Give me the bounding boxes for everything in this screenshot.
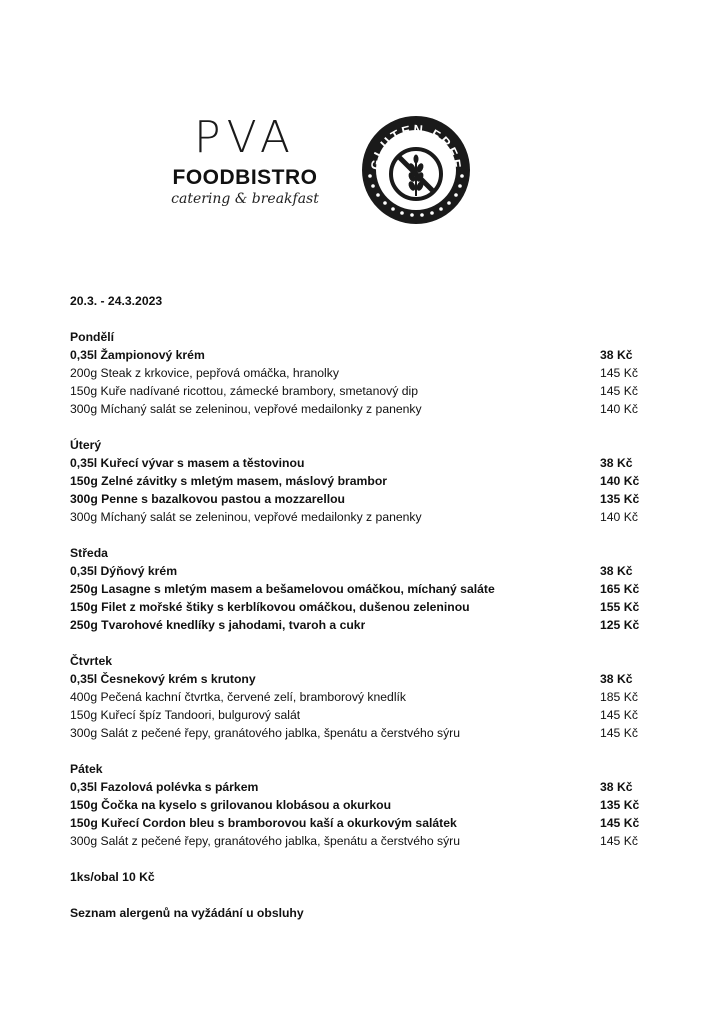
menu-item-price: 165 Kč xyxy=(600,582,640,596)
menu-item-name: 250g Lasagne s mletým masem a bešamelovou omáčkou, míchaný saláte xyxy=(70,582,495,596)
menu-item-price: 145 Kč xyxy=(600,366,638,380)
menu-item xyxy=(70,382,640,400)
menu-item-price: 155 Kč xyxy=(600,600,640,614)
day-title: Středa xyxy=(70,546,108,560)
menu-item xyxy=(70,832,640,850)
menu-item xyxy=(70,364,640,382)
menu-item xyxy=(70,346,640,364)
menu-item-price: 140 Kč xyxy=(600,474,640,488)
menu-item-name: 150g Kuře nadívané ricottou, zámecké brambory, smetanový dip xyxy=(70,384,418,398)
menu-item-name: 150g Čočka na kyselo s grilovanou klobásou a okurkou xyxy=(70,798,392,812)
day-title: Čtvrtek xyxy=(70,654,112,668)
menu-item xyxy=(70,580,640,598)
menu-content xyxy=(70,292,640,922)
menu-item-name: 0,35l Česnekový krém s krutony xyxy=(70,672,256,686)
badge-text: GLUTEN FREE xyxy=(367,121,465,171)
menu-item-price: 135 Kč xyxy=(600,798,640,812)
menu-item-price: 38 Kč xyxy=(600,780,633,794)
menu-item xyxy=(70,508,640,526)
menu-item-price: 140 Kč xyxy=(600,510,638,524)
menu-item xyxy=(70,616,640,634)
menu-item-name: 0,35l Fazolová polévka s párkem xyxy=(70,780,259,794)
menu-item-name: 150g Kuřecí špíz Tandoori, bulgurový salát xyxy=(70,708,301,722)
menu-item-name: 300g Salát z pečené řepy, granátového jablka, špenátu a čerstvého sýru xyxy=(70,834,461,848)
menu-item-price: 38 Kč xyxy=(600,456,633,470)
packaging-note: 1ks/obal 10 Kč xyxy=(70,870,155,884)
menu-item xyxy=(70,688,640,706)
logo-brand: PVA xyxy=(194,112,296,163)
allergen-note: Seznam alergenů na vyžádání u obsluhy xyxy=(70,906,304,920)
menu-item-name: 400g Pečená kachní čtvrtka, červené zelí, bramborový knedlík xyxy=(70,690,407,704)
day-title: Pátek xyxy=(70,762,103,776)
menu-item-price: 145 Kč xyxy=(600,384,638,398)
menu-item-price: 185 Kč xyxy=(600,690,638,704)
menu-item-price: 145 Kč xyxy=(600,726,638,740)
menu-item xyxy=(70,400,640,418)
day-section xyxy=(70,328,640,418)
menu-days xyxy=(70,328,640,850)
menu-item xyxy=(70,472,640,490)
menu-item xyxy=(70,706,640,724)
menu-item xyxy=(70,814,640,832)
pva-foodbistro-logo xyxy=(160,112,330,216)
day-title: Pondělí xyxy=(70,330,115,344)
day-section xyxy=(70,760,640,850)
logo-tagline: catering & breakfast xyxy=(171,191,319,207)
menu-item-name: 250g Tvarohové knedlíky s jahodami, tvaroh a cukr xyxy=(70,618,366,632)
menu-item xyxy=(70,670,640,688)
menu-item-name: 0,35l Kuřecí vývar s masem a těstovinou xyxy=(70,456,305,470)
logo-name: FOODBISTRO xyxy=(172,166,318,189)
menu-item-name: 0,35l Žampionový krém xyxy=(70,348,205,362)
day-section xyxy=(70,652,640,742)
menu-item xyxy=(70,598,640,616)
gluten-free-badge-icon xyxy=(360,114,472,226)
menu-item xyxy=(70,490,640,508)
day-title: Úterý xyxy=(70,438,102,452)
menu-item-price: 140 Kč xyxy=(600,402,638,416)
menu-item-price: 135 Kč xyxy=(600,492,640,506)
day-section xyxy=(70,544,640,634)
menu-item-name: 150g Filet z mořské štiky s kerblíkovou omáčkou, dušenou zeleninou xyxy=(70,600,470,614)
menu-item-name: 300g Penne s bazalkovou pastou a mozzarellou xyxy=(70,492,345,506)
menu-item xyxy=(70,778,640,796)
menu-item xyxy=(70,796,640,814)
menu-item-price: 125 Kč xyxy=(600,618,640,632)
menu-item-name: 300g Míchaný salát se zeleninou, vepřové medailonky z panenky xyxy=(70,402,422,416)
menu-item-price: 145 Kč xyxy=(600,708,638,722)
menu-item-name: 0,35l Dýňový krém xyxy=(70,564,178,578)
menu-item xyxy=(70,454,640,472)
menu-item xyxy=(70,562,640,580)
date-range: 20.3. - 24.3.2023 xyxy=(70,294,163,308)
menu-item-name: 200g Steak z krkovice, pepřová omáčka, hranolky xyxy=(70,366,339,380)
menu-item-price: 38 Kč xyxy=(600,348,633,362)
menu-item-name: 300g Salát z pečené řepy, granátového jablka, špenátu a čerstvého sýru xyxy=(70,726,461,740)
menu-item-price: 145 Kč xyxy=(600,834,638,848)
menu-item xyxy=(70,724,640,742)
menu-item-price: 38 Kč xyxy=(600,564,633,578)
menu-item-name: 150g Kuřecí Cordon bleu s bramborovou kaší a okurkovým salátek xyxy=(70,816,457,830)
menu-item-name: 150g Zelné závitky s mletým masem, máslový brambor xyxy=(70,474,388,488)
menu-item-price: 145 Kč xyxy=(600,816,640,830)
menu-item-name: 300g Míchaný salát se zeleninou, vepřové medailonky z panenky xyxy=(70,510,422,524)
menu-item-price: 38 Kč xyxy=(600,672,633,686)
day-section xyxy=(70,436,640,526)
